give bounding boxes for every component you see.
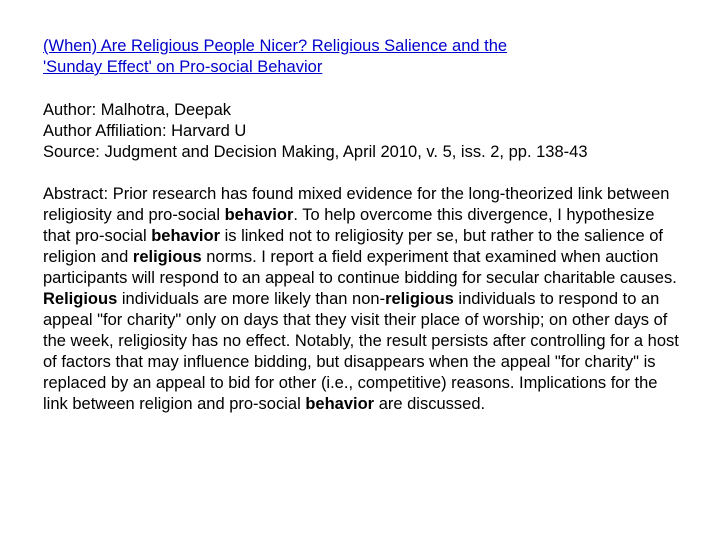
article-title-link[interactable]: [43, 36, 683, 78]
highlighted-term: behavior: [305, 395, 375, 413]
highlighted-term: religious: [132, 248, 202, 266]
abstract-text: [43, 184, 683, 415]
title-line-2[interactable]: 'Sunday Effect' on Pro-social Behavior: [43, 58, 323, 76]
record-page: [43, 36, 683, 415]
abstract-text-segment: Abstract: Prior research has found mixed evidence for the long-theorized link between religiosity and pro-social: [43, 185, 670, 224]
highlighted-term: behavior: [151, 227, 220, 245]
abstract-text-segment: individuals are more likely than non-: [117, 290, 386, 308]
title-line-1[interactable]: (When) Are Religious People Nicer? Religious Salience and the: [43, 37, 508, 55]
abstract-text-segment: . To help overcome this divergence, I hypothesize that pro-social: [43, 206, 655, 245]
highlighted-term: Religious: [43, 290, 118, 308]
highlighted-term: behavior: [224, 206, 294, 224]
abstract-text-segment: are discussed.: [374, 395, 486, 413]
abstract-text-segment: is linked not to religiosity per se, but rather to the salience of religion and: [43, 227, 663, 266]
highlighted-term: religious: [385, 290, 454, 308]
affiliation-line: Author Affiliation: Harvard U: [43, 122, 247, 140]
author-line: Author: Malhotra, Deepak: [43, 101, 232, 119]
abstract-text-segment: individuals to respond to an appeal "for charity" only on days that they visit their place of worship; on other days of the week, religiosity has no effect. Notably, the result persists after controlling for a host of factors that may influence bidding, but disappears when the appeal "for charity" is replaced by an appeal to bid for other (i.e., competitive) reasons. Implications for the link between religion and pro-social: [43, 290, 679, 413]
source-line: Source: Judgment and Decision Making, April 2010, v. 5, iss. 2, pp. 138-43: [43, 143, 588, 161]
metadata-block: [43, 100, 683, 163]
abstract-text-segment: norms. I report a field experiment that examined when auction participants will respond to an appeal to continue bidding for secular charitable causes.: [43, 248, 677, 287]
